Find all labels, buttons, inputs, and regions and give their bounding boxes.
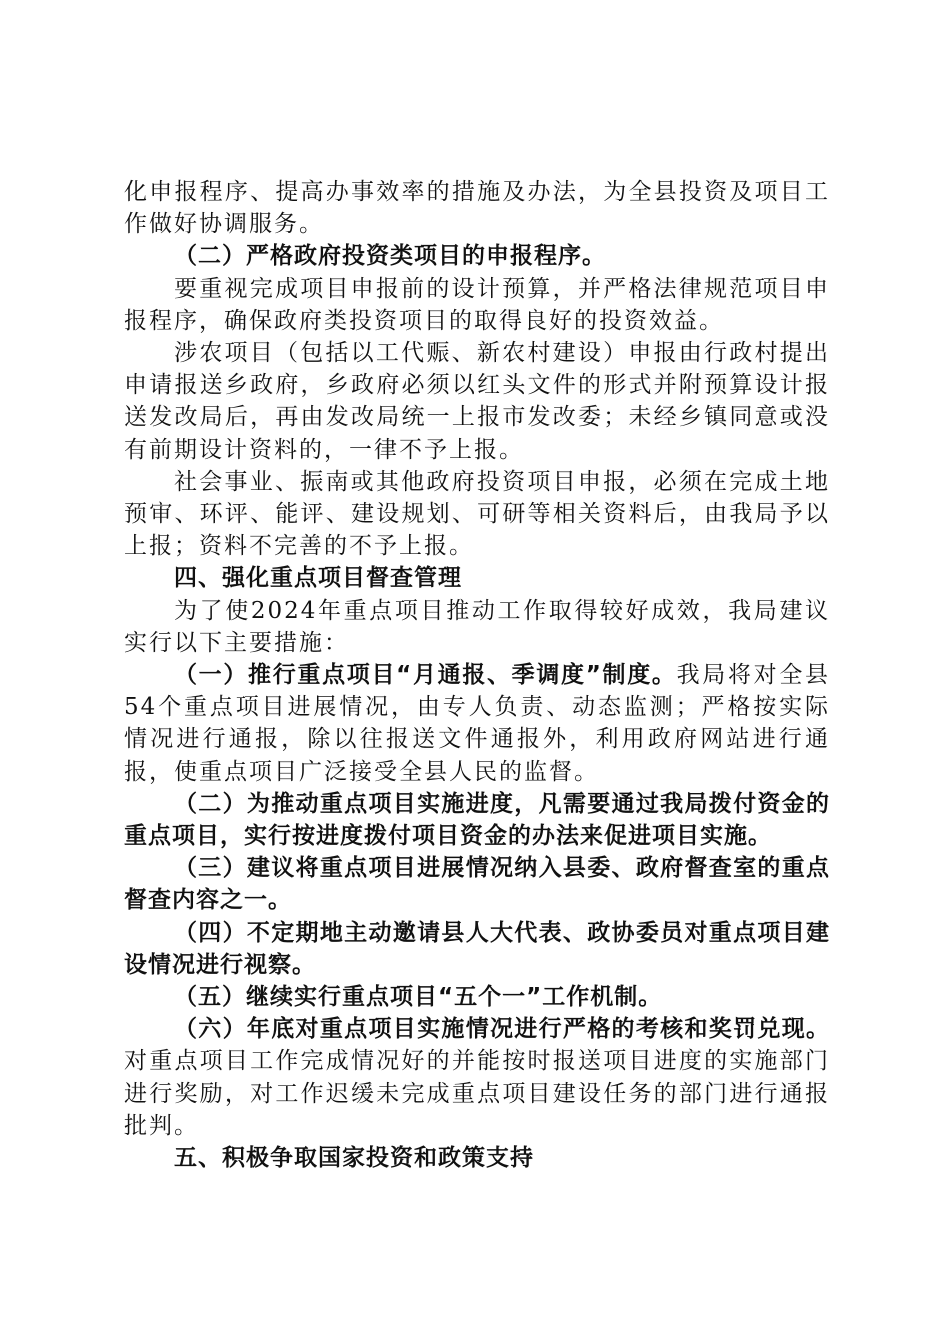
section-heading-4: 四、强化重点项目督查管理 <box>174 565 462 592</box>
measure-1-title: （一）推行重点项目“月通报、季调度”制度。 <box>174 662 677 689</box>
paragraph-measure-3: （三）建议将重点项目进展情况纳入县委、政府督查室的重点督查内容之一。 <box>124 855 830 914</box>
paragraph-measure-2: （二）为推动重点项目实施进度，凡需要通过我局拨付资金的重点项目，实行按进度拨付项目资金的办法来促进项目实施。 <box>124 790 830 850</box>
paragraph-measures-intro: 为了使2024年重点项目推动工作取得较好成效，我局建议实行以下主要措施： <box>124 597 830 656</box>
paragraph-measure-6 <box>124 1013 830 1142</box>
paragraph-continuation: 化申报程序、提高办事效率的措施及办法，为全县投资及项目工作做好协调服务。 <box>124 179 830 238</box>
measure-1-body: 我局将对全县54个重点项目进展情况，由专人负责、动态监测；严格按实际情况进行通报，除以往报送文件通报外，利用政府网站进行通报，使重点项目广泛接受全县人民的监督。 <box>124 662 831 785</box>
paragraph-agricultural-projects: 涉农项目（包括以工代赈、新农村建设）申报由行政村提出申请报送乡政府，乡政府必须以红头文件的形式并附预算设计报送发改局后，再由发改局统一上报市发改委；未经乡镇同意或没有前期设计资料的，一律不予上报。 <box>124 340 830 463</box>
subheading-reporting-procedure: （二）严格政府投资类项目的申报程序。 <box>174 243 606 270</box>
measure-6-title: （六）年底对重点项目实施情况进行严格的考核和奖罚兑现。 <box>174 1016 830 1043</box>
measure-6-body: 对重点项目工作完成情况好的并能按时报送项目进度的实施部门进行奖励，对工作迟缓未完成重点项目建设任务的部门进行通报批判。 <box>124 1048 830 1139</box>
paragraph-social-projects: 社会事业、振南或其他政府投资项目申报，必须在完成土地预审、环评、能评、建设规划、可研等相关资料后，由我局予以上报；资料不完善的不予上报。 <box>124 468 830 560</box>
paragraph-measure-5: （五）继续实行重点项目“五个一”工作机制。 <box>174 984 663 1011</box>
paragraph-measure-1 <box>124 659 830 788</box>
paragraph-design-budget: 要重视完成项目申报前的设计预算，并严格法律规范项目申报程序，确保政府类投资项目的取得良好的投资效益。 <box>124 275 830 334</box>
paragraph-measure-4: （四）不定期地主动邀请县人大代表、政协委员对重点项目建设情况进行视察。 <box>124 919 830 978</box>
document-body <box>124 176 830 1174</box>
section-heading-5: 五、积极争取国家投资和政策支持 <box>174 1145 534 1172</box>
